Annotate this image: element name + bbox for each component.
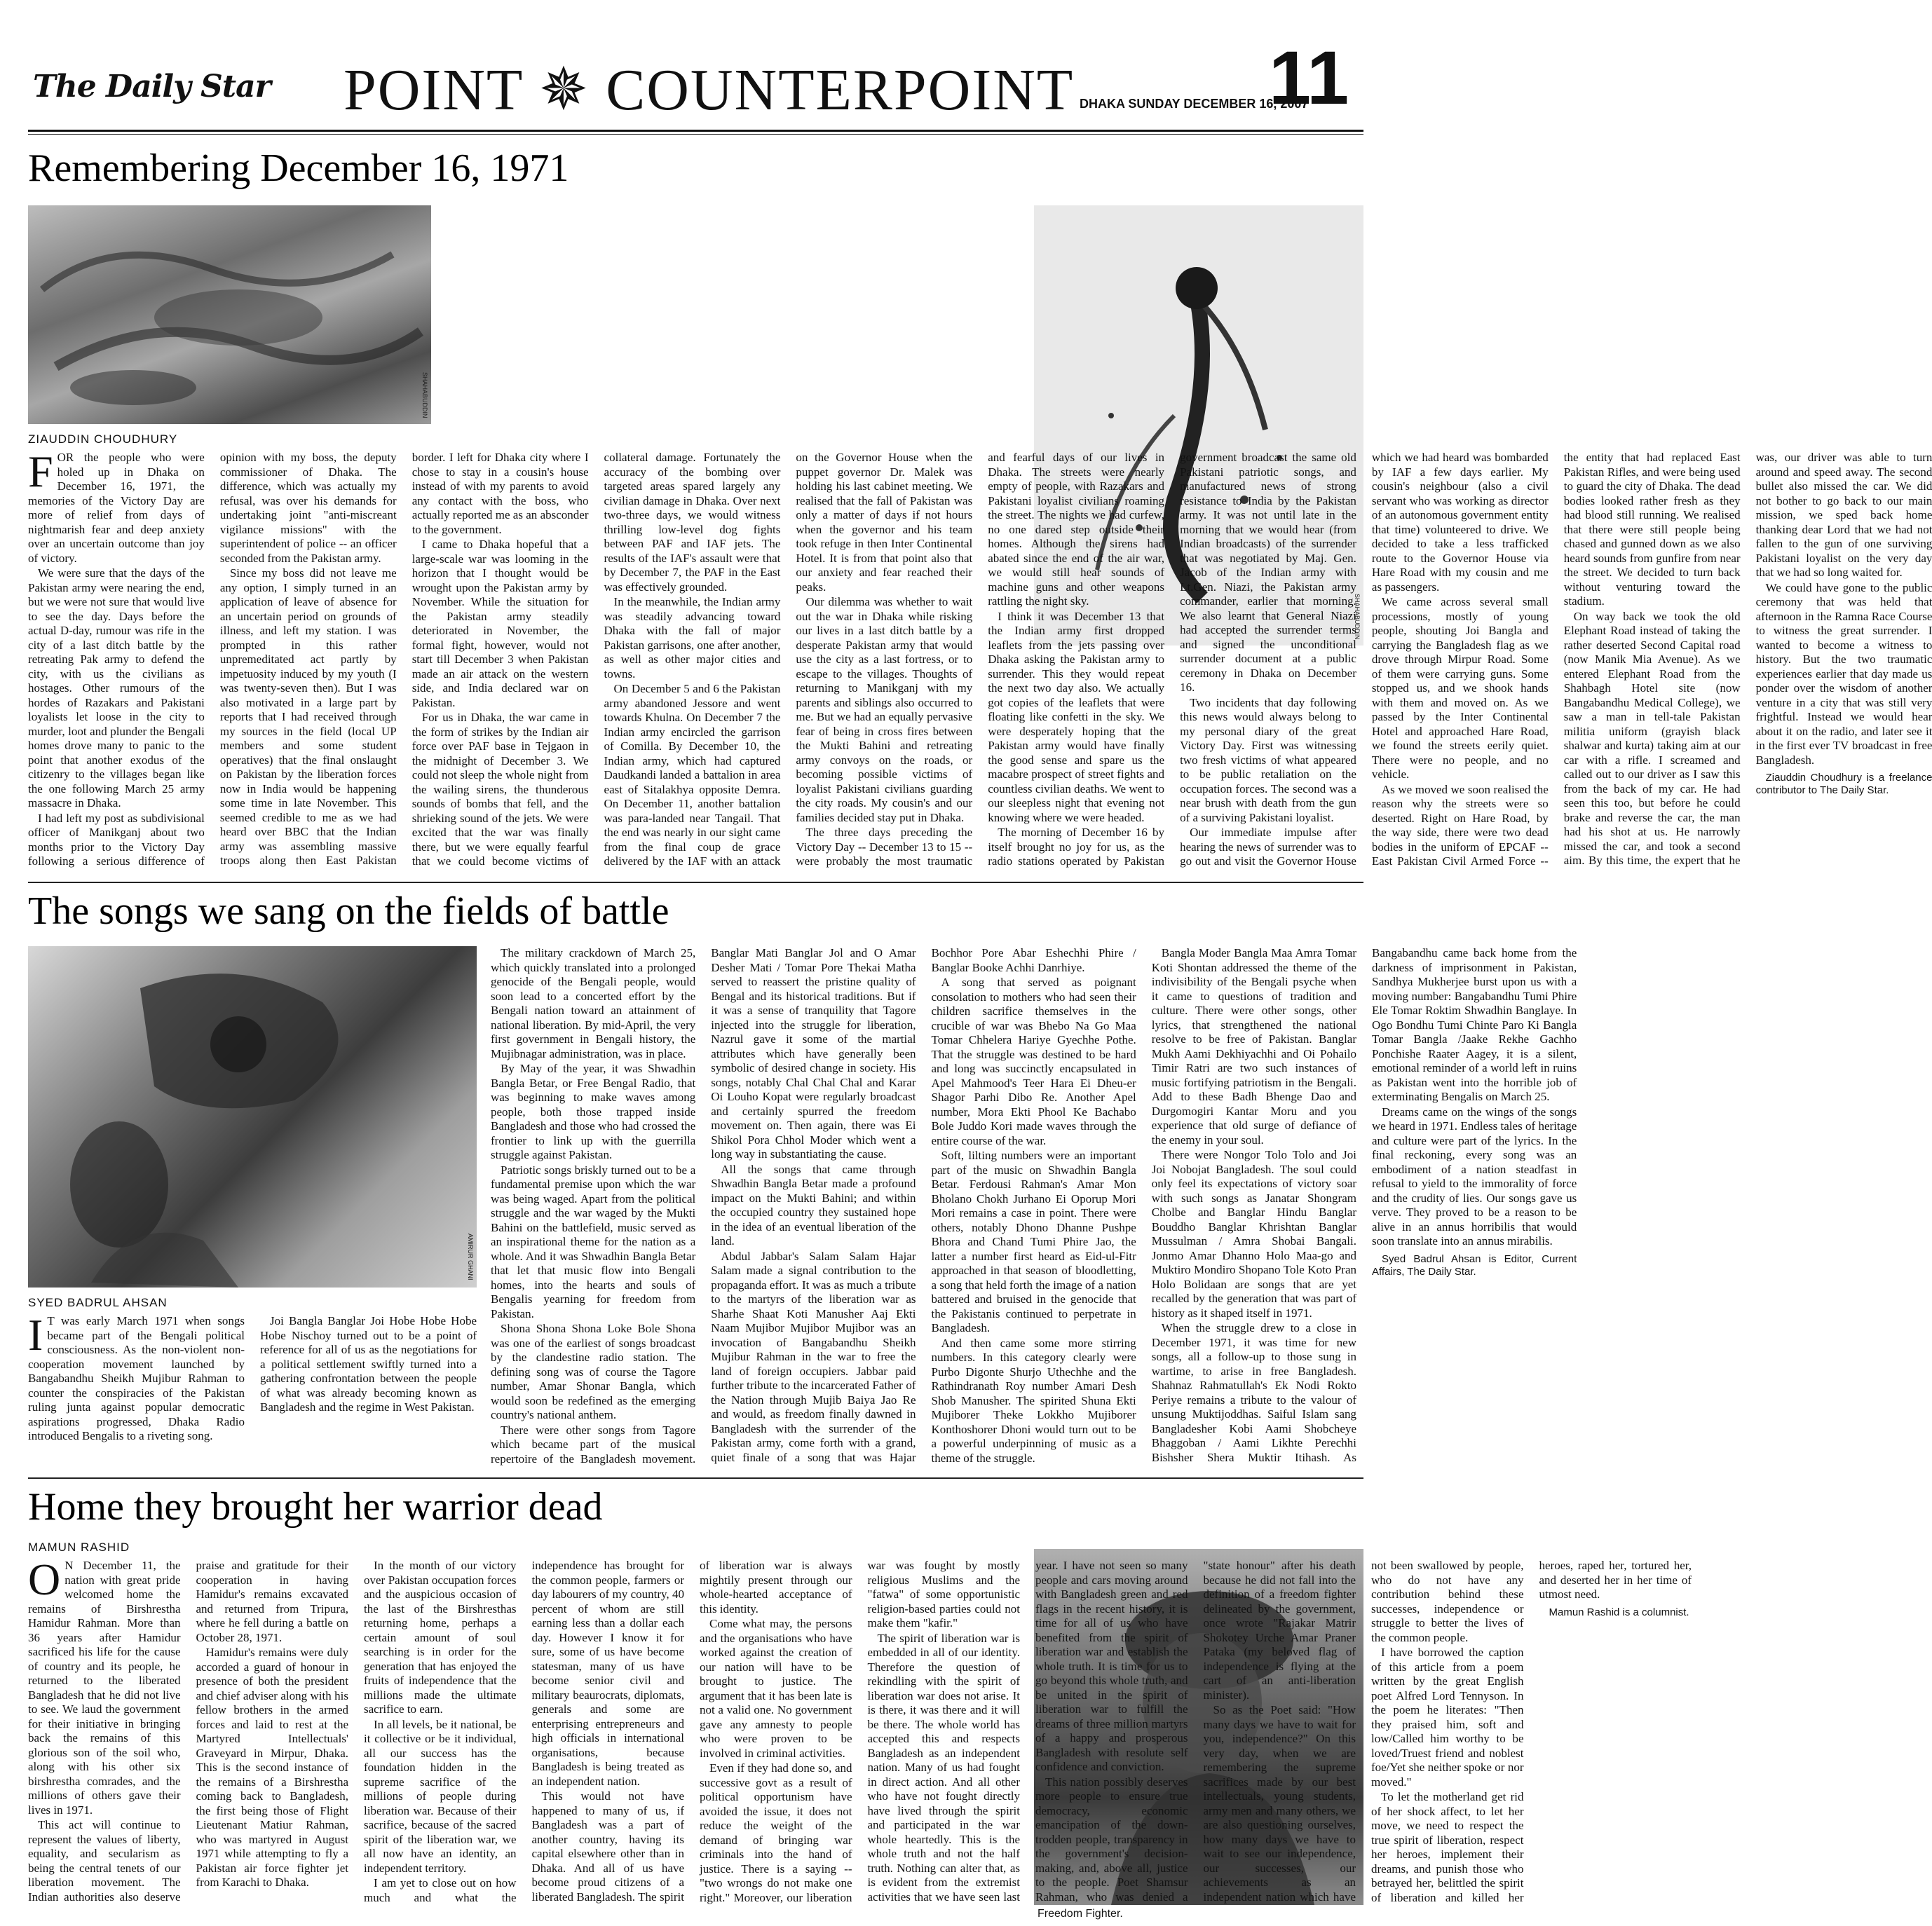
artwork-credit-left: SHAHABUDDIN <box>421 372 428 418</box>
article2-paragraph: Abdul Jabbar's Salam Salam Hajar Salam made a signal contribution to the propaganda effort. It was as much a tribute to the martyrs of the liberation war as Sharhe Shaat Koti Manusher Aaj Ekti Naam Mujibor Mujibor Mujibor was an invocation of Bangabandhu Sheikh Mujibur Rahman in the war to free the land of foreign occupiers. Jabbar paid further tribute to the incarcerated Father of the Nation through Mujib Baiya Jao Re and would, as freedom finally dawned in Bangladesh with the surrender of the Pakistan army, come forth with a grand, quiet finale of a song that was Hajar Bochhor Pore Abar Eshechhi Phire / Banglar Booke Achhi Danrhiye. <box>711 946 1136 1464</box>
article1-paragraph: I think it was December 13 that the Indian army first dropped leaflets from the jets passing over Dhaka asking the Pakistan army to surrender. This they would repeat the next two day also. We actually got copies of the leaflets that were floating like confetti in the sky. We were desperately hoping that the Pakistan army would have finally the good sense and spare us the macabre prospect of street fights and countless civilian deaths. We went to our sleepless night that evening not knowing where we were headed. <box>988 609 1165 824</box>
article3-paragraph: Even if they had done so, and successive govt as a result of political opportunism have avoided the issue, it does not reduce the weight of the demand of bringing war criminals into the hand of justice. There is a saying -- "two wrongs do not make one right." Moreover, our liberation war was fought by mostly religious Muslims and the "fatwa" of some opportunistic religion-based parties could not make them "kafir." <box>700 1559 1020 1904</box>
article3-paragraph: To let the motherland get rid of her shock affect, to let her move, we need to respect the true spirit of liberation, respect her heroes, implement their dreams, and punish those who betrayed her, belittled the spirit of liberation and killed her heroes, raped her, tortured her, and deserted her in her time of utmost need. <box>1371 1559 1692 1904</box>
photo-credit: AMIRUR GHANI <box>467 1234 474 1280</box>
article1-paragraph: Our immediate impulse after hearing the news of surrender was to go out and visit the Governor House which we had heard was bombarded by IAF a few days earlier. My cousin's neighbour (also a civil servant who was working as director of an autonomous government entity that time) volunteered to drive. We decided to take a less trafficked route to the Governor House via Hare Road with my cousin and me as passengers. <box>1180 451 1549 868</box>
flag-waving-graphic <box>28 946 477 1288</box>
article1-paragraph: As we moved we soon realised the reason why the streets were so deserted. Right on Hare Road, by the way side, there were two dead bodies in the uniform of EPCAF -- East Pakistan Civil Armed Force -- the entity that had replaced East Pakistan Rifles, and were being used to guard the city of Dhaka. The dead bodies looked rather fresh as they had blood still running. We realised that there were still people being chased and gunned down as we also heard sounds from gunfire from near the street. We decided to turn back without venturing toward the stadium. <box>1371 451 1741 868</box>
article2-paragraph: And then came some more stirring numbers. In this category clearly were Purbo Digonte Shurjo Uthechhe and the Rathindranath Roy number Amari Desh Shob Manusher. The spirited Shuna Ekti Mujiborer Theke Lokkho Mujiborer Konthoshorer Dhoni would turn out to be a powerful underpinning of music as a theme of the struggle. <box>931 1336 1136 1465</box>
article2-lead-block <box>28 1310 477 1468</box>
article2-paragraph: Joi Bangla Banglar Joi Hobe Hobe Hobe Hobe Nischoy turned out to be a point of reference for all of us as the negotiations for a political settlement swiftly turned into a gathering confrontation between the people of what was already becoming known as Bangladesh and the regime in West Pakistan. <box>260 1314 477 1414</box>
article2-byline: SYED BADRUL AHSAN <box>28 1296 168 1309</box>
section-divider <box>28 882 1363 883</box>
article1-byline: ZIAUDDIN CHOUDHURY <box>28 432 178 446</box>
article1-paragraph: Our dilemma was whether to wait out the war in Dhaka while risking our lives in a last ditch battle by a desperate Pakistan army that would use the city as a last fortress, or to escape to the villages. Thoughts of returning to Manikganj with my parents and siblings also occurred to me. But we had an equally pervasive fear of being in cross fires between the Mukti Bahini and retreating army convoys on the roads, or becoming possible victims of loyalist Pakistani civilians guarding the city roads. My cousin's and our families decided stay put in Dhaka. <box>796 595 973 824</box>
photo-caption: Freedom Fighter. <box>1038 1908 1123 1920</box>
article2-paragraph: There were other songs from Tagore which became part of the musical repertoire of the Bangladesh movement. Banglar Mati Banglar Jol and O Amar Desher Mati / Tomar Pore Thekai Matha served to reassert the pristine quality of Bengal and its historical traditions. But if it was a sense of tranquility that Tagore injected into the struggle for liberation, Nazrul gave it some of the martial attributes which have generally been symbolic of desired change in society. His songs, notably Chal Chal Chal and Karar Oi Louho Kopat were regularly broadcast and certainly spurred the freedom movement on. Then again, there was Ei Shikol Pora Chhol Moder which went a long way in substantiating the cause. <box>491 946 916 1466</box>
freedom-celebration-photo <box>28 946 477 1288</box>
article2-paragraph: Dreams came on the wings of the songs we heard in 1971. Endless tales of heritage and culture were part of the lyrics. In the final reckoning, every song was an embodiment of a nation steadfast in refusal to yield to the immorality of force and the crudity of lies. Our songs gave us verve. They proved to be a reason to be alive in an annus horribilis that would soon translate into an annus mirabilis. <box>1372 1105 1577 1248</box>
section-divider <box>28 1477 1363 1479</box>
article1-headline: Remembering December 16, 1971 <box>28 146 569 190</box>
article1-paragraph: Since my boss did not leave me any option, I simply turned in an application of leave of absence for an uncertain period on grounds of illness, and left my station. I was prompted in this rather unpremeditated act partly by impetuosity induced by my youth (I was twenty-seven then). But I was also motivated in a large part by reports that I had received through my sources in the field (local UP members and some student operatives) that the final onslaught on Pakistan by the liberation forces now in India would be happening some time in late November. This seemed credible to me as we had heard over BBC that the Indian army was assembling massive troops along then East Pakistan border. I left for Dhaka city where I chose to stay in a cousin's house instead of with my parents to avoid any contact with the boss, who actually reported me as an absconder to the government. <box>219 451 589 867</box>
article2-paragraph: Soft, lilting numbers were an important part of the music on Shwadhin Bangla Betar. Ferdousi Rahman's Amar Mon Bholano Chokh Jurhano Ei Oporup Mori Mori remains a case in point. There were others, notably Dhono Dhanne Pushpe Bhora and Chand Tumi Phire Jao, the latter a number first heard as Eid-ul-Fitr approached in that season of bloodletting, a song that held forth the image of a nation battered and bruised in the genocide that the Pakistanis continued to perpetrate in Bangladesh. <box>931 1149 1136 1334</box>
article3-dropcap: O <box>28 1555 61 1604</box>
article3-byline: MAMUN RASHID <box>28 1541 130 1554</box>
article1-paragraph: We came across several small processions, mostly of young people, shouting Joi Bangla and carrying the Bangladesh flag as we drove through Mirpur Road. Some of them were carrying guns. Some stopped us, and we shook hands with them and moved on. As we passed by the Inter Continental Hotel and approached Hare Road, we found the streets eerily quiet. There were no people, and no vehicle. <box>1371 595 1549 781</box>
article1-paragraph: For us in Dhaka, the war came in the form of strikes by the Indian air force over PAF base in Tejgaon in the midnight of December 3. We could not sleep the whole night from the wailing sirens, the thunderous sounds of bombs that fell, and the shrieking sound of the jets. We were excited that the war was finally there, but we were equally fearful that we could become victims of collateral damage. Fortunately the accuracy of the bombing over targeted areas spared largely any civilian damage in Dhaka. Over next two-three days, we would witness thrilling low-level dog fights between PAF and IAF jets. The results of the IAF's assault were that by December 7, the PAF in the East was effectively grounded. <box>411 451 781 868</box>
article1-dropcap: F <box>28 446 53 496</box>
article2-dropcap: I <box>28 1310 43 1360</box>
article2-paragraph: There were Nongor Tolo Tolo and Joi Joi Nobojat Bangladesh. The soul could only feel its expectations of victory soar with such songs as Janatar Shongram Cholbe and Banglar Hindu Banglar Bouddho Banglar Khrishtan Banglar Mussulman / Amra Shobai Bangali. Jonmo Amar Dhanno Holo Maa-go and Muktiro Mondiro Shopano Tole Koto Pran Holo Bolidaan are songs that are yet recalled by the generation that was part of history as it shaped itself in 1971. <box>1151 1148 1356 1320</box>
article2-paragraph: When the struggle drew to a close in December 1971, it was time for new songs, all a follow-up to those sung in wartime, to arise in free Bangladesh. Shahnaz Rahmatullah's Ek Nodi Rokto Periye remains a tribute to the valour of unsung Muktijoddhas. Saiful Islam sang Bangladesher Kobi Aami Shobcheye Bhaggoban / Aami Likhte Perechhi Bishsher Shera Muktir Itihash. As Bangabandhu came back home from the darkness of imprisonment in Pakistan, Sandhya Mukherjee burst upon us with a moving number: Bangabandhu Tumi Phire Ele Tomar Roktim Shwadhin Banglaye. In Ogo Bondhu Tumi Chinte Paro Ki Bangla Tomar Bangla /Jaake Rekhe Gachho Ponchishe Raater Aagey, it is a silent, emotional reminder of a world left in ruins as Pakistan went into the horrible job of exterminating Bengalis on March 25. <box>1151 946 1577 1464</box>
article3-body <box>28 1555 1692 1909</box>
article2-paragraph: A song that served as poignant consolation to mothers who had seen their children sacrifice themselves in the crucible of war was Bhebo Na Go Maa Tomar Chhelera Hariye Gyechhe Pothe. That the struggle was destined to be hard and long was succinctly encapsulated in Apel Mahmood's Teer Hara Ei Dheu-er Shagor Parhi Dibo Re. Another Apel number, Mora Ekti Phool Ke Bachabo Bole Juddo Kori made waves through the entire course of the war. <box>931 976 1136 1147</box>
article2-author-note: Syed Badrul Ahsan is Editor, Current Affairs, The Daily Star. <box>1372 1252 1577 1278</box>
article2-body <box>491 946 1577 1468</box>
article3-paragraph: This would not have happened to many of us, if Bangladesh was a part of another country, having its capital elsewhere other than in Dhaka. And all of us have become proud citizens of a liberated Bangladesh. The spirit of liberation war is always mightily present through our whole-hearted acceptance of this identity. <box>531 1559 852 1904</box>
article3-paragraph: In the month of our victory over Pakistan occupation forces and the auspicious occasion of the last of the Birshresthas returning home, perhaps a certain amount of soul searching is in order for the generation that has enjoyed the fruits of independence that the millions made the ultimate sacrifice to earn. <box>364 1559 517 1716</box>
section-title: POINT ✵ COUNTERPOINT <box>343 57 1075 123</box>
article1-paragraph: On way back we took the old Elephant Road instead of taking the rather deserted Second Capital road (now Manik Mia Avenue). As we entered Elephant Road from the Shahbagh Hotel site (now Bangabandhu Medical College), we saw a man in tell-tale Pakistan militia uniform (grayish black shalwar and kurta) taking aim at our car with a rifle. I screamed and called out to our driver as I saw this from the back of my car. He had seen this too, but before he could brake and reverse the car, the man had his shot at us. He narrowly missed the car, and took a second aim. By this time, the expert that he was, our driver was able to turn around and speed away. The second bullet also missed the car. We did not bother to go back to our main mission, we sped back home thanking dear Lord that we had not fallen to the gun of one surviving Pakistani loyalist on the very day that we had so long waited for. <box>1563 451 1932 867</box>
article3-author-note: Mamun Rashid is a columnist. <box>1549 1606 1689 1618</box>
article3-paragraph: Come what may, the persons and the organisations who have worked against the creation of our nation will have to be brought to justice. The argument that it has been late is not a valid one. No government gave any amnesty to people who were proven to be involved in criminal activities. <box>700 1617 852 1760</box>
article1-paragraph: I had left my post as subdivisional officer of Manikganj about two months prior to the Victory Day following a serious difference of opinion with my boss, the deputy commissioner of Dhaka. The difference, which was actually my refusal, was over his demands for undertaking joint "anti-miscreant vigilance missions" with the superintendent of police -- an officer seconded from the Pakistan army. <box>28 451 397 868</box>
article2-paragraph: Shona Shona Shona Loke Bole Shona was one of the earliest of songs broadcast by the clandestine radio station. The defining song was of course the Tagore number, Amar Shonar Bangla, which would soon be redefined as the emerging country's national anthem. <box>491 1322 696 1421</box>
article2-paragraph: All the songs that came through Shwadhin Bangla Betar made a profound impact on the Mukti Bahini; and within the occupied country they sustained hope in the idea of an eventual liberation of the land. <box>711 1162 916 1248</box>
artwork-painting-left <box>28 205 431 424</box>
article3-paragraph: In all levels, be it national, be it collective or be it individual, all our success has the foundation hidden in the supreme sacrifice of the millions of people during liberation war. Because of their sacrifice, because of the sacred spirit of the liberation war, we all now have an identity, an independent territory. <box>364 1717 517 1875</box>
article1-paragraph: The morning of December 16 by itself brought no joy for us, as the radio stations operated by Pakistan government broadcast the same old Pakistani patriotic songs, and manufactured news of strong resistance to India by the Pakistan army. It was not until late in the morning that we would hear (from Indian broadcasts) of the surrender that was negotiated by Maj. Gen. Jacob of the Indian army with Lt.Gen. Niazi, the Pakistan army commander, earlier that morning. We also learnt that General Niazi had accepted the surrender terms and signed the unconditional surrender document at a public ceremony in Dhaka on December 16. <box>988 451 1356 868</box>
article1-paragraph: I came to Dhaka hopeful that a large-scale war was looming in the horizon that I thought would be wrought upon the Pakistan army by November. While the situation for the Pakistan army steadily deteriorated in November, the formal fight, however, would not start till December 3 when Pakistan made an air attack on the western side, and India declared war on Pakistan. <box>411 538 589 709</box>
dateline: DHAKA SUNDAY DECEMBER 16, 2007 <box>1080 97 1309 111</box>
article1-author-note: Ziauddin Choudhury is a freelance contributor to The Daily Star. <box>1755 772 1932 796</box>
article3-paragraph: This nation possibly deserves more people to ensure true democracy, economic emancipation of the down-trodden people, transparency in the government's decision-making, and, above all, justice to the people. Poet Shamsur Rahman, who was denied a "state honour" after his death because he did not fall into the definition of a freedom fighter delineated by the government, once wrote "Rajakar Matrir Shokotey Urche Amar Praner Pataka (my beloved flag of independence is flying at the cart of an anti-liberation minister). <box>1035 1559 1356 1904</box>
article1-paragraph: We were sure that the days of the Pakistan army were nearing the end, but we were not sure that would live to see the day. Days before the actual D-day, rumour was rife in the city of a last ditch battle by the retreating Pak army to defend the city, with us the civilians as hostages. Other rumours of the hordes of Razakars and Pakistani loyalists let loose in the city to murder, loot and plunder the Bengali homes drove many to panic to the point that another exodus of the citizenry to the villages began like the one following March 25 army massacre in Dhaka. <box>28 566 205 810</box>
article2-paragraph: Patriotic songs briskly turned out to be a fundamental premise upon which the war was being waged. Apart from the political struggle and the war waged by the Mukti Bahini on the battlefield, music served as an inspirational theme for the nation as a whole. And it was Shwadhin Bangla Betar that let that music flow into Bengali homes, into the hearts and souls of Bengalis yearning for freedom from Pakistan. <box>491 1163 696 1320</box>
article3-paragraph: I have borrowed the caption of this article from a poem written by the great English poet Alfred Lord Tennyson. In the poem he literates: "Then they praised him, soft and low/Called him worthy to be loved/Truest friend and noblest foe/Yet she neither spoke or nor moved." <box>1371 1646 1524 1789</box>
newspaper-logo: The Daily Star <box>33 69 271 104</box>
article1-paragraph: We could have gone to the public ceremony that was held that afternoon in the Ramna Race Course to witness the great surrender. I wanted to become a witness to history. But the two traumatic experiences earlier that day made us ponder over the wisdom of another venture in a city that was still very frightful. Instead we would hear about it on the radio, and later see it in the first ever TV broadcast in free Bangladesh. <box>1755 580 1932 767</box>
article1-lead: OR the people who were holed up in Dhaka on December 16, 1971, the memories of the Victory Day are more of relief from days of nightmarish fear and deep anxiety over an uncertain outcome than joy of victory. <box>28 451 205 565</box>
article2-paragraph: The military crackdown of March 25, which quickly translated into a prolonged genocide of the Bengali people, would soon lead to a concerted effort by the Bengali nation toward an attainment of national liberation. By mid-April, the very first government in Bengali history, the Mujibnagar administration, was in place. <box>491 946 696 1060</box>
article1-paragraph: On December 5 and 6 the Pakistan army abandoned Jessore and went towards Khulna. On December 7 the Indian army encircled the garrison of Comilla. By December 10, the Indian army, which had captured Daudkandi landed a battalion in area east of Sitalakhya opposite Demra. On December 11, another battalion was para-landed near Tangail. That the end was nearly in our sight came from the final coup de grace delivered by the IAF with an attack on the Governor House when the puppet governor Dr. Malek was holding his last cabinet meeting. We realised that the fall of Pakistan was only a matter of days if not hours when the governor and his team took refuge in then Inter Continental Hotel. It is from that point also that our anxiety and fear reached their peaks. <box>604 451 973 868</box>
article2-paragraph: By May of the year, it was Shwadhin Bangla Betar, or Free Bengal Radio, that was beginning to make waves among people, both those trapped inside Bangladesh and those who had crossed the frontier to link up with the guerrilla struggle against Pakistan. <box>491 1062 696 1161</box>
masthead-rule <box>28 130 1363 132</box>
article2-paragraph: Bangla Moder Bangla Maa Amra Tomar Koti Shontan addressed the theme of the indivisibility of the Bengali psyche when it came to questions of tradition and culture. There were other songs, other lyrics, that strengthened the national resolve to be free of Pakistan. Banglar Mukh Aami Dekhiyachhi and Oi Pohailo Timir Ratri are two such instances of music fortifying patriotism in the Bengali. Add to these Badh Bhenge Dao and Durgomogiri Kantar Moru and you experience that old surge of defiance of the enemy in your soul. <box>1151 946 1356 1147</box>
article1-paragraph: Two incidents that day following this news would always belong to my personal diary of the great Victory Day. First was witnessing two fresh victims of what appeared to be public retaliation on the occupation forces. The second was a near brush with death from the gun of a surviving Pakistani loyalist. <box>1180 695 1356 824</box>
article3-paragraph: Hamidur's remains were duly accorded a guard of honour in presence of both the president and chief adviser along with his fellow brothers in the armed forces and laid to rest at the Martyred Intellectuals' Graveyard in Mirpur, Dhaka. This is the second instance of the remains of a Birshrestha coming back to Bangladesh, the first being those of Flight Lieutenant Matiur Rahman, who was martyred in August 1971 while attempting to fly a Pakistan air force fighter jet from Karachi to Dhaka. <box>196 1646 348 1889</box>
article3-paragraph: The spirit of liberation war is embedded in all of our identity. Therefore the question of rekindling with the spirit of liberation war does not arise. It is there, it was there and it will be there. The whole world has accepted this and respects Bangladesh as an independent nation. Many of us had fought in direct action. And all other who have not fought directly have lived through the spirit and participated in the war whole heartedly. This is the whole truth and not the half truth. Nothing can alter that, as is evident from the extremist activities that we have seen last year. I have not seen so many people and cars moving around with Bangladesh green and red flags in the recent history, it is time for all of us who have benefited from the spirit of liberation war and establish the whole truth. It is time for us to go beyond this whole truth, and be united in the spirit of liberation war to fulfill the dreams of three million martyrs of a happy and prosperous Bangladesh with resolute self confidence and conviction. <box>867 1559 1188 1904</box>
artwork-credit-right: SHAHABUDDIN <box>1354 594 1361 640</box>
article2-lead: T was early March 1971 when songs became part of the Bengali political consciousness. As the non-violent non-cooperation movement launched by Bangabandhu Sheikh Mujibur Rahman to counter the conspiracies of the Pakistan ruling junta against popular democratic aspirations progressed, Dhaka Radio introduced Bengalis to a riveting song. <box>28 1314 245 1442</box>
masthead-rule-thin <box>28 134 1363 135</box>
article1-paragraph: The three days preceding the Victory Day -- December 13 to 15 -- were probably the most traumatic and fearful days of our lives in Dhaka. The streets were nearly empty of people, with Razakars and Pakistani loyalist civilians roaming the street. The nights we had curfew, no one dared step outside their homes. Although the sirens had abated since the end of the air war, we would still hear sounds of machine guns and other weapons rattling the night sky. <box>796 451 1165 868</box>
article3-paragraph: So as the Poet said: "How many days we have to wait for you, independence?" On this very day, when we are remembering the supreme sacrifices made by our best intellectuals, young students, army men and many others, we are also questioning ourselves, how many days we have to wait to see our independence, our successes, our achievements as an independent nation which have not been swallowed by people, who do not have any contribution behind these successes, independence or struggle to better the lives of the common people. <box>1203 1559 1524 1904</box>
painting-figures-graphic <box>28 205 431 424</box>
article3-lead: N December 11, the nation with great pride welcomed home the remains of Birshrestha Hamidur Rahman. More than 36 years after Hamidur sacrificed his life for the cause of country and its people, he returned to the liberated Bangladesh that he did not live to see. We laud the government for their initiative in bringing back the remains of this glorious son of the soil who, along with his other six birshrestha comrades, and the millions of others gave their lives in 1971. <box>28 1559 181 1817</box>
article3-paragraph: I am yet to close out on how much and what the independence has brought for the common people, farmers or day labourers of my country, 40 percent of whom are still earning less than a dollar each day. However I know it for sure, some of us have become statesman, many of us have become senior civil and military beaurocrats, diplomats, generals and some are enterprising entrepreneurs and high officials in international organisations, because Bangladesh is being treated as an independent nation. <box>364 1559 684 1904</box>
page-number: 11 <box>1269 35 1349 120</box>
article2-headline: The songs we sang on the fields of battle <box>28 889 669 933</box>
article3-headline: Home they brought her warrior dead <box>28 1485 603 1529</box>
article3-paragraph: This act will continue to represent the values of liberty, equality, and secularism as being the central tenets of our liberation movement. The Indian authorities also deserve praise and gratitude for their cooperation in having Hamidur's remains excavated and returned from Tripura, where he fell during a battle on October 28, 1971. <box>28 1559 348 1904</box>
article1-paragraph: In the meanwhile, the Indian army was steadily advancing toward Dhaka with the fall of major Pakistan garrisons, one after another, as well as other major cities and towns. <box>604 595 781 681</box>
